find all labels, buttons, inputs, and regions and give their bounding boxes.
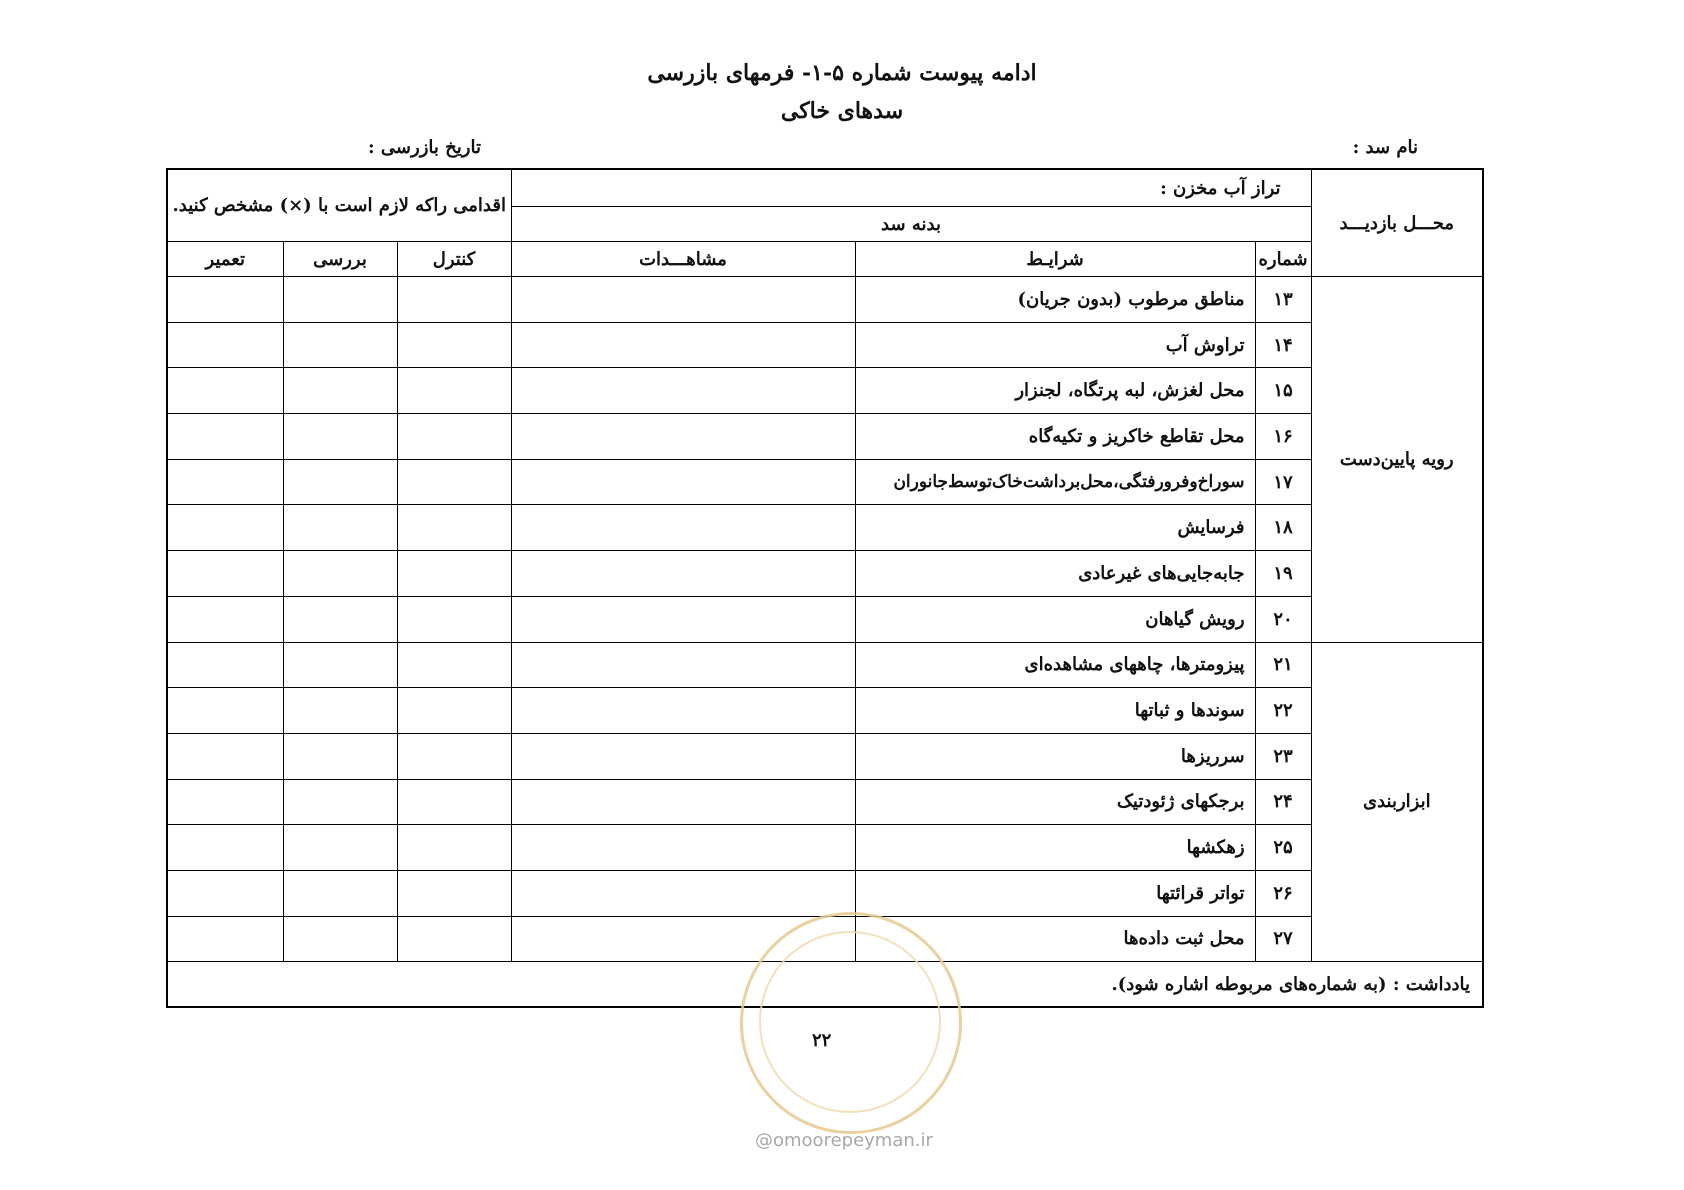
- inspection-table: [166, 168, 1484, 1008]
- reservoir-level-label: تراز آب مخزن :: [511, 169, 1311, 207]
- control-checkbox-cell[interactable]: [397, 414, 511, 460]
- repair-checkbox-cell[interactable]: [167, 596, 283, 642]
- observation-cell[interactable]: [511, 596, 855, 642]
- table-row: [167, 414, 1483, 460]
- row-number: ۱۵: [1255, 368, 1311, 414]
- form-title: ادامه پیوست شماره ۵-۱- فرمهای بازرسی: [647, 60, 1037, 86]
- row-condition: تراوش آب: [855, 322, 1255, 368]
- row-number: ۱۷: [1255, 459, 1311, 505]
- review-checkbox-cell[interactable]: [283, 277, 397, 323]
- observation-cell[interactable]: [511, 414, 855, 460]
- row-number: ۱۸: [1255, 505, 1311, 551]
- location-instrumentation: ابزاربندی: [1311, 642, 1483, 962]
- repair-checkbox-cell[interactable]: [167, 459, 283, 505]
- page-number: ۲۲: [812, 1030, 832, 1051]
- note-field[interactable]: یادداشت : (به شماره‌های مربوطه اشاره شود).: [167, 962, 1483, 1008]
- row-condition: محل تقاطع خاکریز و تکیه‌گاه: [855, 414, 1255, 460]
- row-number: ۲۲: [1255, 688, 1311, 734]
- row-number: ۱۴: [1255, 322, 1311, 368]
- column-repair: تعمیر: [167, 242, 283, 277]
- review-checkbox-cell[interactable]: [283, 733, 397, 779]
- dam-name-label: نام سد :: [1352, 137, 1418, 158]
- row-condition: تواتر قرائتها: [855, 870, 1255, 916]
- table-row: [167, 642, 1483, 688]
- review-checkbox-cell[interactable]: [283, 322, 397, 368]
- row-condition: سرریزها: [855, 733, 1255, 779]
- row-condition: رویش گیاهان: [855, 596, 1255, 642]
- table-row: [167, 825, 1483, 871]
- review-checkbox-cell[interactable]: [283, 505, 397, 551]
- observation-cell[interactable]: [511, 688, 855, 734]
- row-number: ۱۳: [1255, 277, 1311, 323]
- review-checkbox-cell[interactable]: [283, 596, 397, 642]
- review-checkbox-cell[interactable]: [283, 870, 397, 916]
- table-row: [167, 688, 1483, 734]
- location-downstream-face: رویه پایین‌دست: [1311, 277, 1483, 643]
- row-condition: برجکهای ژئودتیک: [855, 779, 1255, 825]
- observation-cell[interactable]: [511, 322, 855, 368]
- repair-checkbox-cell[interactable]: [167, 870, 283, 916]
- row-number: ۲۷: [1255, 916, 1311, 962]
- control-checkbox-cell[interactable]: [397, 688, 511, 734]
- review-checkbox-cell[interactable]: [283, 688, 397, 734]
- table-row: [167, 551, 1483, 597]
- table-row: [167, 779, 1483, 825]
- column-control: کنترل: [397, 242, 511, 277]
- repair-checkbox-cell[interactable]: [167, 825, 283, 871]
- review-checkbox-cell[interactable]: [283, 779, 397, 825]
- table-row: [167, 322, 1483, 368]
- repair-checkbox-cell[interactable]: [167, 322, 283, 368]
- review-checkbox-cell[interactable]: [283, 459, 397, 505]
- control-checkbox-cell[interactable]: [397, 551, 511, 597]
- observation-cell[interactable]: [511, 551, 855, 597]
- repair-checkbox-cell[interactable]: [167, 733, 283, 779]
- observation-cell[interactable]: [511, 368, 855, 414]
- row-number: ۲۳: [1255, 733, 1311, 779]
- table-row: [167, 368, 1483, 414]
- row-condition: پیزومترها، چاههای مشاهده‌ای: [855, 642, 1255, 688]
- watermark-url: @omoorepeyman.ir: [755, 1130, 933, 1151]
- repair-checkbox-cell[interactable]: [167, 505, 283, 551]
- repair-checkbox-cell[interactable]: [167, 779, 283, 825]
- control-checkbox-cell[interactable]: [397, 596, 511, 642]
- control-checkbox-cell[interactable]: [397, 277, 511, 323]
- control-checkbox-cell[interactable]: [397, 779, 511, 825]
- row-condition: محل ثبت داده‌ها: [855, 916, 1255, 962]
- table-row: [167, 870, 1483, 916]
- observation-cell[interactable]: [511, 733, 855, 779]
- observation-cell[interactable]: [511, 779, 855, 825]
- column-conditions: شرایـط: [855, 242, 1255, 277]
- row-number: ۲۴: [1255, 779, 1311, 825]
- repair-checkbox-cell[interactable]: [167, 368, 283, 414]
- action-header: اقدامی راکه لازم است با (×) مشخص کنید.: [167, 169, 511, 242]
- repair-checkbox-cell[interactable]: [167, 642, 283, 688]
- control-checkbox-cell[interactable]: [397, 870, 511, 916]
- row-condition: سوندها و ثباتها: [855, 688, 1255, 734]
- table-row: [167, 277, 1483, 323]
- repair-checkbox-cell[interactable]: [167, 414, 283, 460]
- repair-checkbox-cell[interactable]: [167, 551, 283, 597]
- column-review: بررسی: [283, 242, 397, 277]
- row-number: ۲۰: [1255, 596, 1311, 642]
- control-checkbox-cell[interactable]: [397, 916, 511, 962]
- review-checkbox-cell[interactable]: [283, 916, 397, 962]
- section-label: بدنه سد: [511, 207, 1311, 242]
- row-number: ۱۹: [1255, 551, 1311, 597]
- control-checkbox-cell[interactable]: [397, 322, 511, 368]
- column-observations: مشاهـــدات: [511, 242, 855, 277]
- control-checkbox-cell[interactable]: [397, 368, 511, 414]
- table-row: [167, 596, 1483, 642]
- observation-cell[interactable]: [511, 642, 855, 688]
- repair-checkbox-cell[interactable]: [167, 916, 283, 962]
- control-checkbox-cell[interactable]: [397, 505, 511, 551]
- row-number: ۱۶: [1255, 414, 1311, 460]
- review-checkbox-cell[interactable]: [283, 368, 397, 414]
- row-condition: محل لغزش، لبه پرتگاه، لجنزار: [855, 368, 1255, 414]
- observation-cell[interactable]: [511, 459, 855, 505]
- form-subtitle: سدهای خاکی: [780, 98, 904, 124]
- row-condition: فرسایش: [855, 505, 1255, 551]
- table-row: [167, 505, 1483, 551]
- observation-cell[interactable]: [511, 870, 855, 916]
- row-condition: مناطق مرطوب (بدون جریان): [855, 277, 1255, 323]
- observation-cell[interactable]: [511, 505, 855, 551]
- row-condition: زهکشها: [855, 825, 1255, 871]
- row-number: ۲۱: [1255, 642, 1311, 688]
- column-number: شماره: [1255, 242, 1311, 277]
- seal-inner-ring: [759, 931, 941, 1113]
- table-row: [167, 733, 1483, 779]
- table-row: [167, 459, 1483, 505]
- review-checkbox-cell[interactable]: [283, 551, 397, 597]
- control-checkbox-cell[interactable]: [397, 733, 511, 779]
- row-condition: سوراخ‌وفرورفتگی،محل‌برداشت‌خاک‌توسط‌جانوران: [855, 459, 1255, 505]
- repair-checkbox-cell[interactable]: [167, 688, 283, 734]
- row-number: ۲۶: [1255, 870, 1311, 916]
- review-checkbox-cell[interactable]: [283, 642, 397, 688]
- publisher-seal-icon: [740, 912, 962, 1134]
- observation-cell[interactable]: [511, 825, 855, 871]
- row-number: ۲۵: [1255, 825, 1311, 871]
- row-condition: جابه‌جایی‌های غیرعادی: [855, 551, 1255, 597]
- repair-checkbox-cell[interactable]: [167, 277, 283, 323]
- inspection-date-label: تاریخ بازرسی :: [368, 137, 481, 158]
- control-checkbox-cell[interactable]: [397, 825, 511, 871]
- control-checkbox-cell[interactable]: [397, 642, 511, 688]
- location-header: محـــل بازدیـــد: [1311, 169, 1483, 277]
- review-checkbox-cell[interactable]: [283, 414, 397, 460]
- review-checkbox-cell[interactable]: [283, 825, 397, 871]
- observation-cell[interactable]: [511, 277, 855, 323]
- control-checkbox-cell[interactable]: [397, 459, 511, 505]
